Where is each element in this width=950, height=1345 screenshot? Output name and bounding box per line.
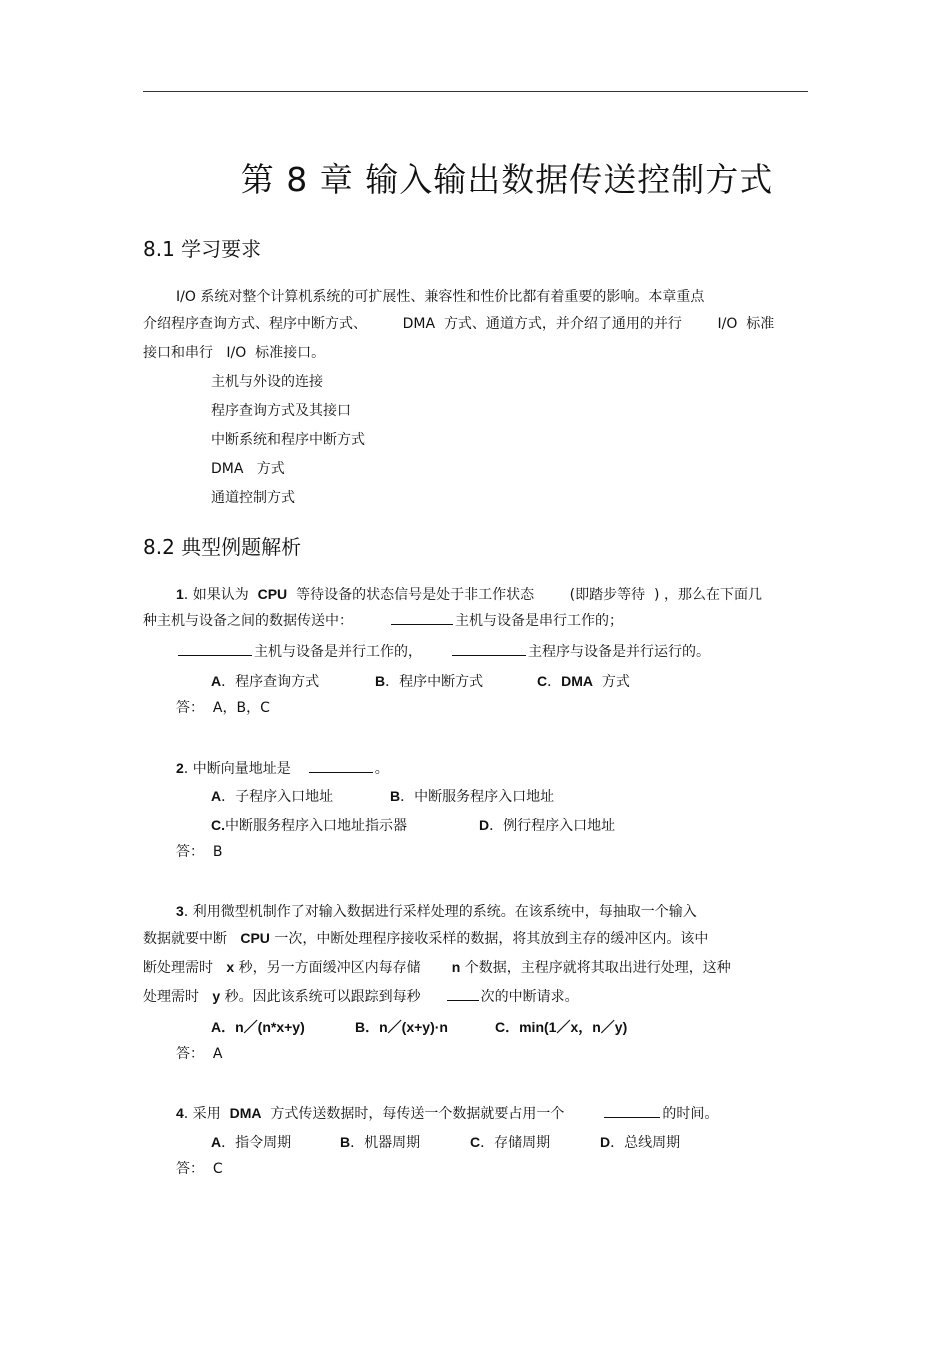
section-heading-8-1: 8.1 学习要求 [143,237,262,261]
topic-item: 通道控制方式 [211,490,295,506]
question-number: 3 [176,903,184,919]
question-1-line-2: 种主机与设备之间的数据传送中： 主机与设备是串行工作的； [143,607,623,635]
answer-blank [391,610,453,625]
question-2-option-d: D．例行程序入口地址 [479,817,616,834]
question-2-line-1: 2. 中断向量地址是 。 [176,760,389,777]
answer-blank [309,758,373,773]
question-number: 4 [176,1105,184,1121]
question-2-option-c: C.中断服务程序入口地址指示器 [211,817,407,834]
question-1-answer: 答： A，B，C [176,700,270,716]
question-3-option-c: C．min(1／x，n／y) [495,1019,628,1035]
question-number: 2 [176,760,184,776]
topic-item: 主机与外设的连接 [211,374,323,390]
question-3-line-1: 3. 利用微型机制作了对输入数据进行采样处理的系统。在该系统中，每抽取一个输入 [176,903,697,920]
question-3-line-3: 断处理需时 x 秒，另一方面缓冲区内每存储 n 个数据，主程序就将其取出进行处理，这种 [143,959,731,976]
question-2-answer: 答： B [176,844,223,860]
question-2-option-a: A．子程序入口地址 [211,788,334,805]
question-4-answer: 答： C [176,1161,223,1177]
intro-line-3: 接口和串行 I/O 标准接口。 [143,345,326,361]
question-4-option-d: D．总线周期 [600,1134,681,1151]
question-1-line-3: 主机与设备是并行工作的， 主程序与设备是并行运行的。 [176,638,710,666]
topic-item: 中断系统和程序中断方式 [211,432,365,448]
chapter-title: 第 8 章 输入输出数据传送控制方式 [240,160,774,199]
question-3-line-2: 数据就要中断 CPU 一次，中断处理程序接收采样的数据，将其放到主存的缓冲区内。该中 [143,930,709,947]
question-4-option-a: A．指令周期 [211,1134,292,1151]
question-4-option-c: C．存储周期 [470,1134,551,1151]
answer-blank [452,641,526,656]
intro-line-1: I/O 系统对整个计算机系统的可扩展性、兼容性和性价比都有着重要的影响。本章重点 [176,289,705,305]
question-1-option-a: A．程序查询方式 [211,673,320,690]
answer-blank [178,641,252,656]
question-3-option-a: A．n／(n*x+y) [211,1019,305,1035]
question-1-option-b: B．程序中断方式 [375,673,484,690]
answer-blank [447,986,479,1001]
question-4-line-1: 4. 采用 DMA 方式传送数据时，每传送一个数据就要占用一个 的时间。 [176,1105,719,1122]
question-3-line-4: 处理需时 y 秒。因此该系统可以跟踪到每秒 次的中断请求。 [143,988,579,1005]
intro-line-2: 介绍程序查询方式、程序中断方式、 DMA 方式、通道方式，并介绍了通用的并行 I/O 标准 [143,316,775,332]
question-number: 1 [176,586,184,602]
question-3-option-b: B．n／(x+y)·n [355,1019,448,1035]
question-1-line-1: 1. 如果认为 CPU 等待设备的状态信号是处于非工作状态 (即踏步等待 ) ，那么在下面几 [176,586,762,603]
question-2-option-b: B．中断服务程序入口地址 [390,788,555,805]
question-4-option-b: B．机器周期 [340,1134,421,1151]
question-3-answer: 答： A [176,1046,223,1062]
answer-blank [604,1103,660,1118]
question-1-option-c: C．DMA 方式 [537,673,630,690]
section-heading-8-2: 8.2 典型例题解析 [143,535,302,559]
header-rule [143,91,808,92]
topic-item: DMA 方式 [211,461,285,477]
topic-item: 程序查询方式及其接口 [211,403,351,419]
